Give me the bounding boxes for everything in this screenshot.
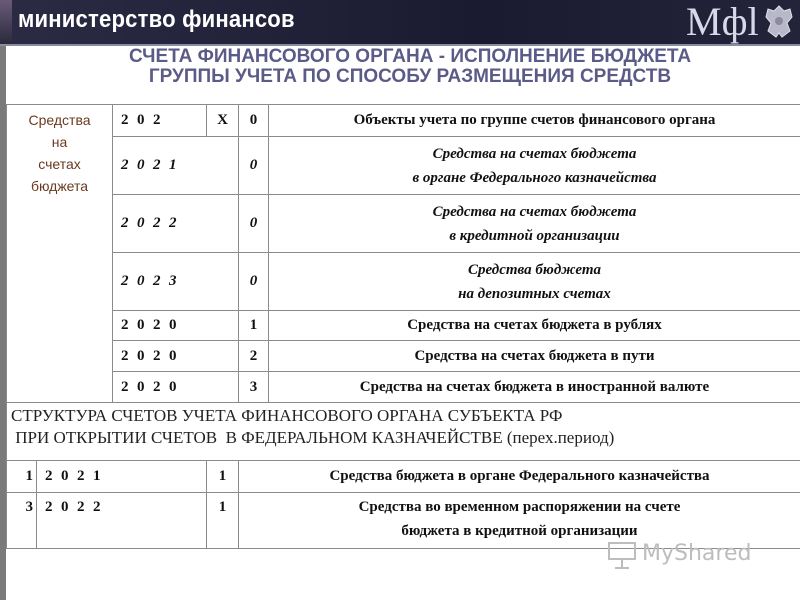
description-line: в органе Федерального казначейства [412, 169, 657, 186]
row-description [269, 253, 800, 311]
digit: 2 [153, 378, 161, 395]
account-digits [113, 253, 239, 311]
digit: 0 [169, 317, 177, 333]
row-description: Средства на счетах бюджета в иностранной валюте [269, 372, 800, 403]
watermark-text: MyShared [642, 541, 752, 566]
structure-heading [7, 403, 800, 461]
digit: 2 [153, 112, 161, 128]
row-label-line: Средства [28, 112, 91, 128]
description-line: на депозитных счетах [458, 285, 611, 302]
row-number: 1 [7, 461, 37, 493]
row-description [269, 195, 800, 253]
table-row [7, 341, 800, 372]
digit: 0 [61, 499, 69, 515]
table-row [7, 137, 800, 195]
digit: 0 [169, 347, 177, 364]
header-description: Объекты учета по группе счетов финансового органа [269, 105, 800, 137]
account-code: 3 [239, 372, 269, 403]
row-group-label [7, 105, 113, 403]
description-line: Средства бюджета [468, 261, 601, 278]
digit: 2 [121, 157, 129, 173]
coat-of-arms-icon [762, 3, 796, 41]
table-header-row [7, 105, 800, 137]
account-code: 0 [239, 105, 269, 137]
account-code: 1 [239, 311, 269, 341]
account-digits [113, 137, 239, 195]
digit: 1 [93, 468, 101, 484]
header-photo [0, 0, 12, 44]
digit: 0 [137, 273, 145, 289]
digit: 2 [153, 157, 161, 173]
digit: 2 [121, 112, 129, 128]
digit: 2 [153, 273, 161, 289]
description-line: Средства на счетах бюджета [432, 203, 637, 220]
digit: 0 [137, 347, 145, 364]
digit: 2 [153, 317, 161, 333]
digit: 2 [45, 468, 53, 484]
header-bar [0, 0, 800, 46]
digit: 2 [93, 499, 101, 515]
slide-title-line1: СЧЕТА ФИНАНСОВОГО ОРГАНА - ИСПОЛНЕНИЕ БЮДЖЕТА [128, 46, 692, 67]
table-row [7, 372, 800, 403]
row-number: 3 [7, 493, 37, 549]
structure-row [7, 403, 800, 461]
row-label-line: на [51, 134, 68, 150]
structure-line: ПРИ ОТКРЫТИИ СЧЕТОВ В ФЕДЕРАЛЬНОМ КАЗНАЧЕЙСТВЕ (перех.период) [11, 428, 615, 447]
row-description: Средства на счетах бюджета в рублях [269, 311, 800, 341]
digit: 3 [169, 273, 177, 289]
digit: 0 [169, 378, 177, 395]
account-digits [113, 341, 239, 372]
digit: 0 [137, 157, 145, 173]
digit: 2 [121, 378, 129, 395]
account-code: 0 [239, 137, 269, 195]
digit: 0 [137, 378, 145, 395]
digit: 2 [121, 273, 129, 289]
digit: 2 [121, 347, 129, 364]
account-code: 1 [207, 493, 239, 549]
ministry-logo: Мфl [686, 0, 759, 44]
account-code: 0 [239, 195, 269, 253]
structure-line: СТРУКТУРА СЧЕТОВ УЧЕТА ФИНАНСОВОГО ОРГАНА СУБЪЕКТА РФ [11, 406, 563, 425]
row-label-line: счетах [38, 156, 81, 172]
row-description [269, 137, 800, 195]
digit: 2 [121, 317, 129, 333]
accounts-table [6, 104, 800, 549]
table-row [7, 461, 800, 493]
presentation-board-icon [606, 540, 638, 570]
digit: 0 [61, 468, 69, 484]
digit: 0 [137, 112, 145, 128]
description-line: Средства на счетах бюджета [432, 145, 637, 162]
ministry-title: министерство финансов [18, 6, 295, 33]
digit: 0 [137, 215, 145, 231]
digit: 1 [169, 157, 177, 173]
row-label-line: бюджета [30, 178, 89, 194]
digit: 2 [153, 347, 161, 364]
slide-title [60, 47, 760, 87]
account-digit-x: X [207, 105, 239, 137]
account-digits [37, 493, 207, 549]
watermark [606, 540, 766, 570]
account-digits [113, 105, 207, 137]
account-digits [113, 311, 239, 341]
digit: 2 [153, 215, 161, 231]
description-line: Средства во временном распоряжении на счете [358, 499, 681, 515]
account-code: 1 [207, 461, 239, 493]
table-row [7, 195, 800, 253]
digit: 2 [121, 215, 129, 231]
digit: 2 [77, 468, 85, 484]
row-description: Средства на счетах бюджета в пути [269, 341, 800, 372]
row-description: Средства бюджета в органе Федерального казначейства [239, 461, 800, 493]
digit: 2 [45, 499, 53, 515]
digit: 2 [169, 215, 177, 231]
account-digits [113, 195, 239, 253]
slide-title-line2: ГРУППЫ УЧЕТА ПО СПОСОБУ РАЗМЕЩЕНИЯ СРЕДСТВ [148, 66, 672, 87]
table-row [7, 311, 800, 341]
account-digits [113, 372, 239, 403]
account-code: 0 [239, 253, 269, 311]
digit: 0 [137, 317, 145, 333]
account-code: 2 [239, 341, 269, 372]
account-digits [37, 461, 207, 493]
table-row [7, 253, 800, 311]
description-line: бюджета в кредитной организации [401, 523, 638, 539]
description-line: в кредитной организации [449, 227, 620, 244]
digit: 2 [77, 499, 85, 515]
